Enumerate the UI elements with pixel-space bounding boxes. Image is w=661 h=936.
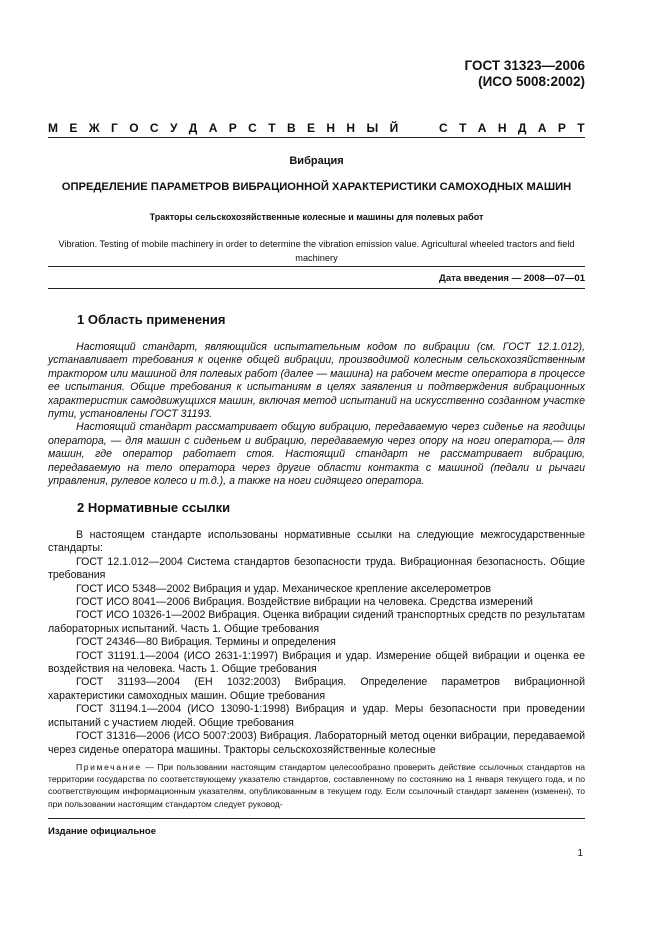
- banner-letter: Т: [577, 121, 585, 135]
- english-title: Vibration. Testing of mobile machinery in order to determine the vibration emission value. Agricultural wheeled tractors and field machinery: [58, 239, 575, 263]
- note: [48, 761, 585, 810]
- introduction-date: Дата введения — 2008—07—01: [439, 273, 585, 284]
- banner-letter: Д: [517, 121, 527, 135]
- banner-letter: У: [169, 121, 178, 135]
- banner-rule: [48, 137, 585, 138]
- banner-letter: Д: [188, 121, 198, 135]
- main-title: ОПРЕДЕЛЕНИЕ ПАРАМЕТРОВ ВИБРАЦИОННОЙ ХАРАКТЕРИСТИКИ САМОХОДНЫХ МАШИН: [61, 181, 572, 193]
- section-1-paragraph: Настоящий стандарт, являющийся испытательным кодом по вибрации (см. ГОСТ 12.1.012), устанавливает требования к оценке общей вибрации, производимой колесным сельскохозяйственным трактором или машиной для полевых работ (далее — машина) на рабочем месте оператора в процессе ее испытания. Общие требования к испытаниям в целях заявления и подтверждения вибрационных характеристик самодвижущихся машин, включая метод испытаний на искусственно созданном участке пути, установлены ГОСТ 31193.: [48, 341, 585, 421]
- banner-letter: Н: [346, 121, 356, 135]
- section-1-heading: 1 Область применения: [77, 312, 226, 327]
- banner-letter: Е: [69, 121, 78, 135]
- banner-letter: Т: [459, 121, 467, 135]
- banner-letter: Ж: [88, 121, 100, 135]
- banner-letter: Й: [389, 121, 399, 135]
- edition-label: Издание официальное: [48, 826, 156, 837]
- banner-letter: М: [48, 121, 58, 135]
- banner-letter: Р: [557, 121, 566, 135]
- reference-item: ГОСТ 31194.1—2004 (ИСО 13090-1:1998) Вибрация и удар. Меры безопасности при проведении испытаний с участием людей. Общие требования: [48, 703, 585, 729]
- banner-letter: А: [208, 121, 218, 135]
- banner-letter: Т: [268, 121, 276, 135]
- banner-letter: С: [248, 121, 257, 135]
- title-rule: [48, 266, 585, 267]
- reference-item: ГОСТ ИСО 10326-1—2002 Вибрация. Оценка вибрации сидений транспортных средств по результатам лабораторных испытаний. Часть 1. Общие требования: [48, 609, 585, 635]
- reference-item: ГОСТ ИСО 8041—2006 Вибрация. Воздействие вибрации на человека. Средства измерений: [76, 596, 533, 609]
- section-2-heading: 2 Нормативные ссылки: [77, 500, 231, 515]
- note-label: Примечание: [76, 762, 142, 772]
- standard-number: ГОСТ 31323—2006: [464, 58, 585, 73]
- reference-item: ГОСТ ИСО 5348—2002 Вибрация и удар. Механическое крепление акселерометров: [76, 582, 492, 595]
- banner-letter: О: [129, 121, 139, 135]
- page-number: 1: [577, 848, 583, 859]
- banner-letter: С: [439, 121, 448, 135]
- section-1-body: [48, 341, 585, 488]
- reference-item: ГОСТ 24346—80 Вибрация. Термины и определения: [76, 636, 336, 649]
- iso-number: (ИСО 5008:2002): [478, 74, 585, 89]
- banner-letter: В: [286, 121, 296, 135]
- reference-item: ГОСТ 31191.1—2004 (ИСО 2631-1:1997) Вибрация и удар. Измерение общей вибрации и оценка ее воздействия на человека. Часть 1. Общие требования: [48, 649, 585, 676]
- standard-designation: [465, 58, 585, 90]
- reference-item: ГОСТ 31316—2006 (ИСО 5007:2003) Вибрация. Лабораторный метод оценки вибрации, передаваемой через сиденье оператора машины. Тракторы сельскохозяйственные колесные: [48, 730, 585, 756]
- reference-item: ГОСТ 31193—2004 (ЕН 1032:2003) Вибрация. Определение параметров вибрационной характеристики самоходных машин. Общие требования: [48, 676, 585, 702]
- banner-letter: [424, 121, 427, 135]
- subtitle: Тракторы сельскохозяйственные колесные и машины для полевых работ: [149, 212, 484, 222]
- banner-letter: А: [537, 121, 547, 135]
- section-1-paragraph: Настоящий стандарт рассматривает общую вибрацию, передаваемую через сиденье на ягодицы оператора, — для машин с сиденьем и вибрацию, передаваемую через опору на ноги оператора,— для машин, где оператор работает стоя. Настоящий стандарт не рассматривает вибрацию, передаваемую на тело оператора через другие области контакта с машиной (педали и рычаги управления, рулевое колесо и т.д.), а также на ноги сидящего оператора.: [48, 421, 585, 488]
- section-2-body: [48, 529, 585, 757]
- banner-letter: Н: [497, 121, 507, 135]
- banner-letter: [410, 121, 413, 135]
- note-text: — При пользовании настоящим стандартом целесообразно проверить действие ссылочных стандартов на территории государства по соответствующему указателю стандартов, составленному по состоянию на 1 января текущего года, и по соответствующим информационным указателям, опубликованным в текущем году. Если ссылочный стандарт заменен (изменен), то при пользовании настоящим стандартом следует руковод-: [48, 762, 585, 809]
- banner-letter: С: [149, 121, 159, 135]
- banner-letter: Е: [306, 121, 315, 135]
- banner-letter: Н: [326, 121, 336, 135]
- interstate-standard-banner: [48, 121, 585, 135]
- date-rule: [48, 288, 585, 289]
- footer-rule: [48, 818, 585, 819]
- banner-letter: Г: [111, 121, 118, 135]
- banner-letter: Ы: [366, 121, 379, 135]
- reference-item: ГОСТ 12.1.012—2004 Система стандартов безопасности труда. Вибрационная безопасность. Общие требования: [48, 555, 585, 582]
- section-2-intro: В настоящем стандарте использованы нормативные ссылки на следующие межгосударственные стандарты:: [48, 529, 585, 555]
- topic-title: Вибрация: [289, 155, 344, 167]
- banner-letter: А: [477, 121, 487, 135]
- banner-letter: Р: [228, 121, 237, 135]
